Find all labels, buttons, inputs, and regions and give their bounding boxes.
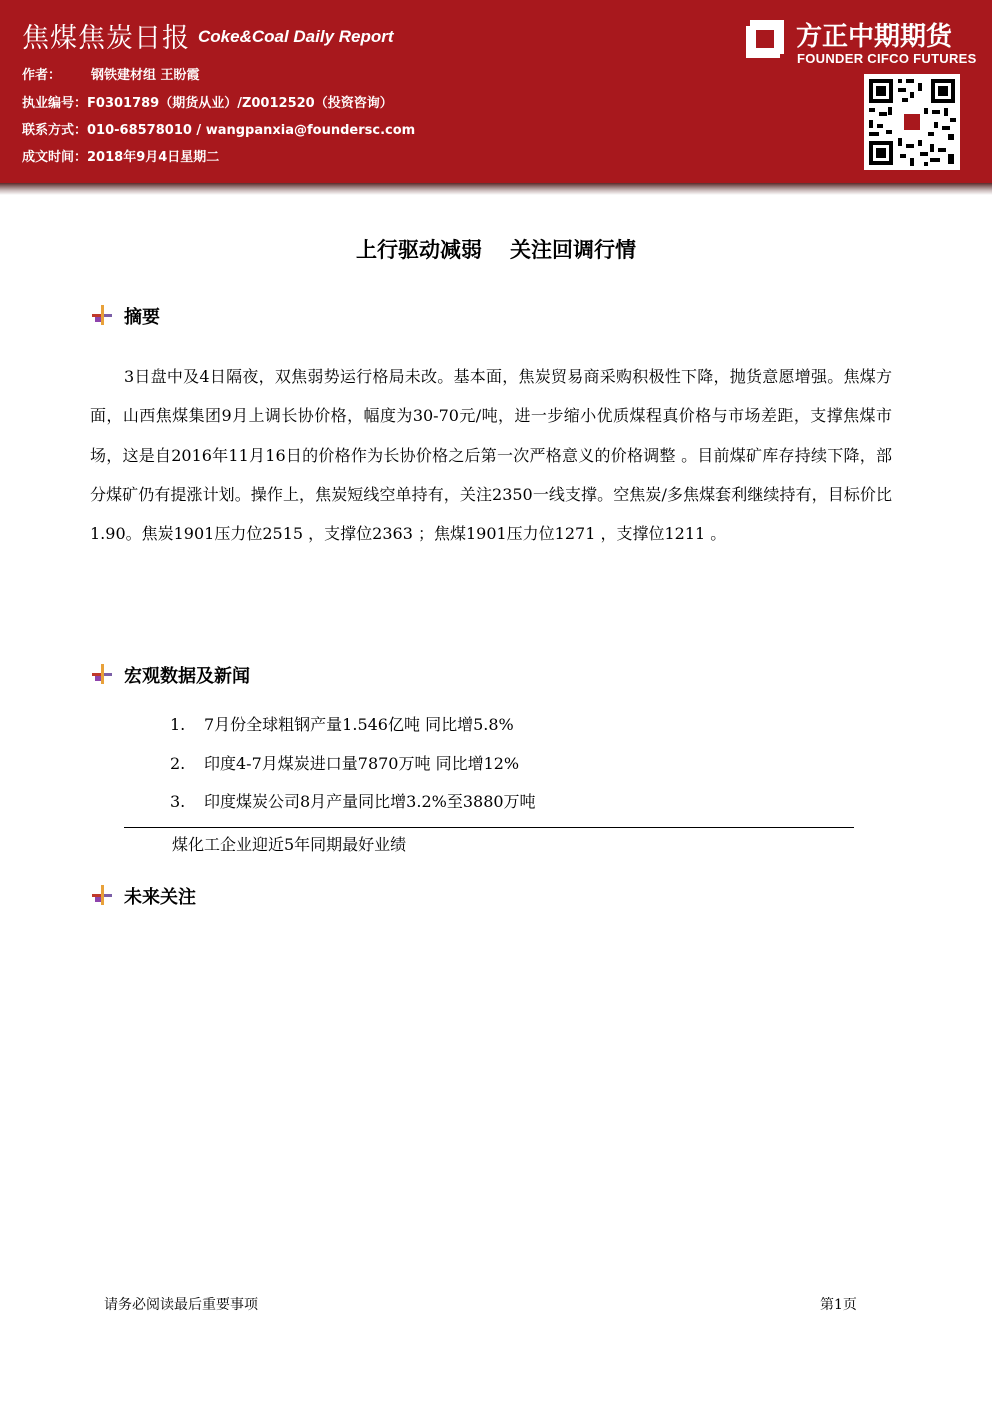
list-item: [170, 789, 536, 828]
logo-icon: [744, 18, 786, 60]
section-summary-label: 摘要: [124, 307, 160, 328]
macro-news-extra: 煤化工企业迎近5年同期最好业绩: [172, 835, 407, 854]
logo-text-cn: 方正中期期货: [796, 22, 953, 52]
list-item-number: 1.: [170, 715, 186, 734]
license-label: 执业编号：: [22, 96, 88, 111]
author-row: [22, 64, 200, 83]
date-label: 成文时间：: [22, 150, 88, 165]
footer-page-number: 第1页: [820, 1297, 857, 1313]
horizontal-rule: [124, 827, 854, 828]
list-item-text: 印度煤炭公司8月产量同比增3.2%至3880万吨: [204, 792, 536, 812]
qr-code: [864, 74, 960, 170]
contact-row: [22, 119, 415, 138]
author-value: 钢铁建材组 王盼霞: [91, 68, 200, 83]
list-item-text: 印度4-7月煤炭进口量7870万吨 同比增12%: [204, 753, 520, 773]
document-title-part1: 上行驱动减弱: [356, 238, 482, 262]
list-item-number: 2.: [170, 753, 186, 773]
contact-value: 010-68578010 / wangpanxia@foundersc.com: [87, 123, 416, 138]
footer-notice: 请务必阅读最后重要事项: [104, 1297, 258, 1313]
contact-label: 联系方式：: [22, 123, 88, 138]
list-item: [170, 712, 536, 751]
document-title: [0, 234, 992, 264]
report-subtitle: Coke&Coal Daily Report: [198, 27, 394, 46]
license-value: F0301789（期货从业）/Z0012520（投资咨询）: [87, 96, 393, 111]
report-header: [0, 0, 992, 183]
license-row: [22, 92, 393, 111]
document-title-part2: 关注回调行情: [510, 238, 636, 262]
date-row: [22, 146, 219, 165]
macro-news-list: [170, 712, 536, 828]
section-bullet-icon: [92, 305, 112, 325]
date-value: 2018年9月4日星期二: [87, 150, 220, 165]
section-future-label: 未来关注: [124, 887, 196, 908]
section-bullet-icon: [92, 664, 112, 684]
author-label: 作者：: [22, 68, 62, 83]
header-divider: [0, 183, 992, 195]
logo-text-en: FOUNDER CIFCO FUTURES: [797, 51, 977, 66]
report-title: 焦煤焦炭日报: [22, 23, 190, 54]
section-bullet-icon: [92, 885, 112, 905]
section-macro-label: 宏观数据及新闻: [124, 666, 250, 687]
summary-paragraph: 3日盘中及4日隔夜，双焦弱势运行格局未改。基本面，焦炭贸易商采购积极性下降，抛货意愿增强。焦煤方面，山西焦煤集团9月上调长协价格，幅度为30-70元/吨，进一步缩小优质煤程真价格与市场差距，支撑焦煤市场，这是自2016年11月16日的价格作为长协价格之后第一次严格意义的价格调整 。目前煤矿库存持续下降，部分煤矿仍有提涨计划。操作上，焦炭短线空单持有，关注2350一线支撑。空焦炭/多焦煤套利继续持有，目标价比1.90。焦炭1901压力位2515 ，支撑位2363 ；焦煤1901压力位1271 ，支撑位1211 。: [90, 367, 892, 544]
list-item-number: 3.: [170, 792, 186, 812]
list-item: [170, 751, 536, 790]
list-item-text: 7月份全球粗钢产量1.546亿吨 同比增5.8%: [204, 715, 514, 734]
